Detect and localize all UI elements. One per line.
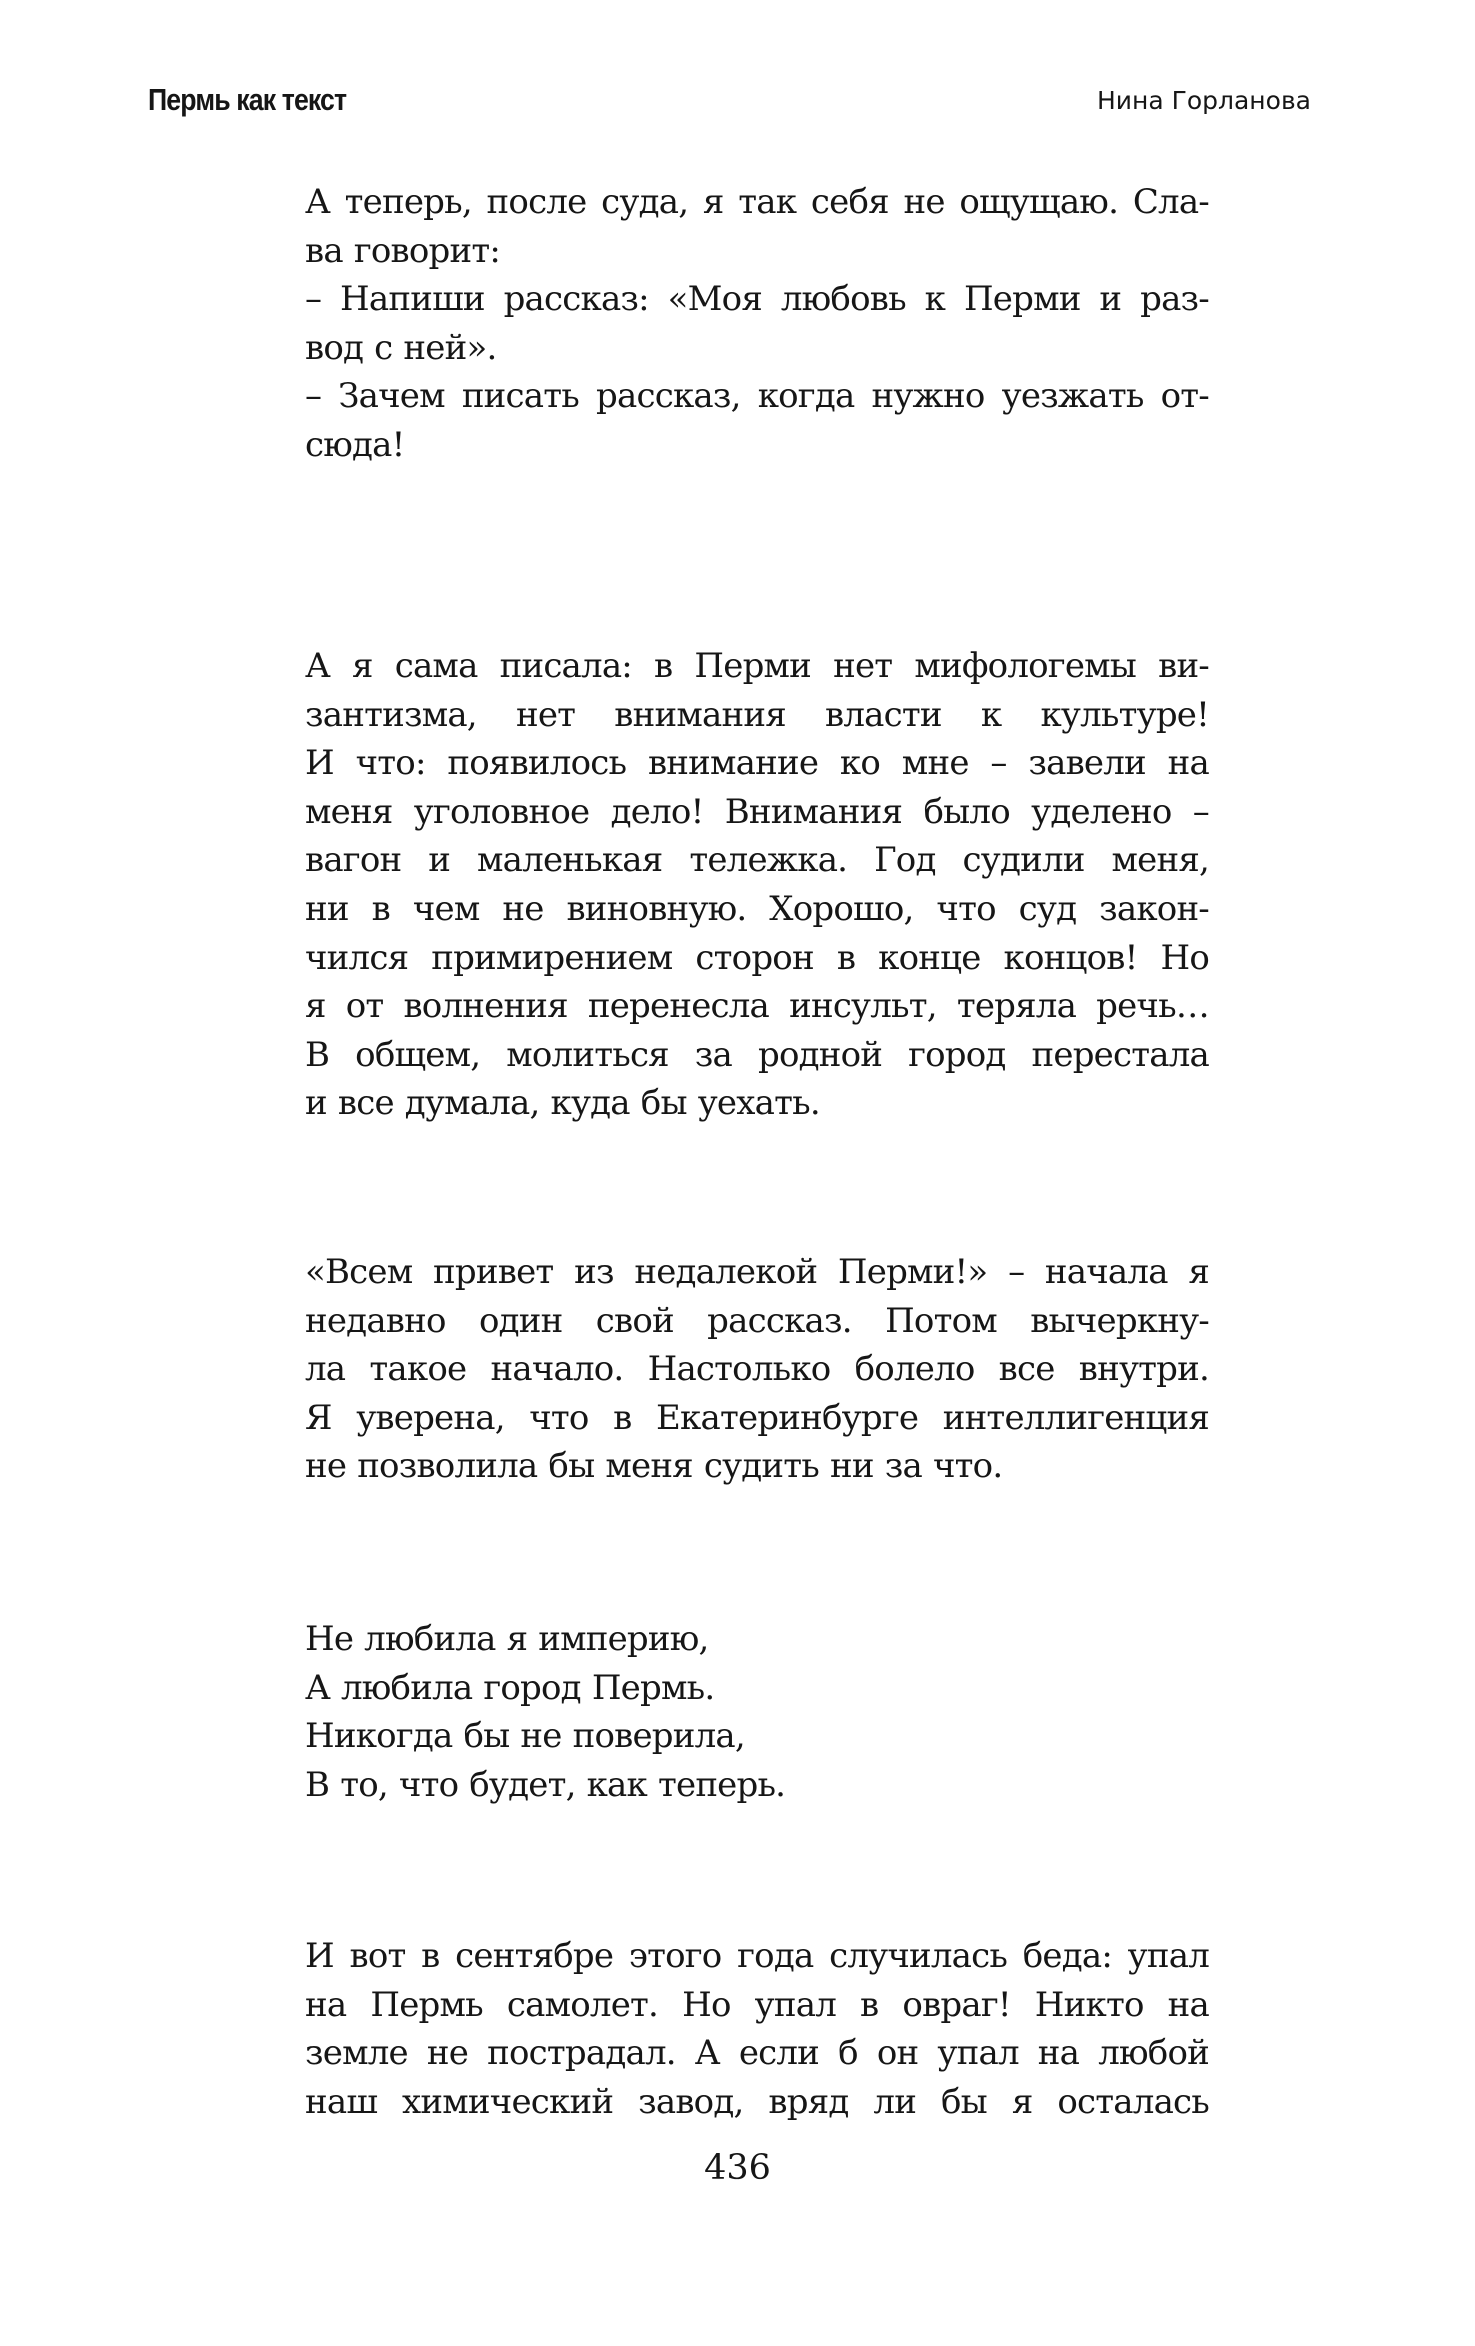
text-line: «Всем привет из недалекой Перми!» – начала я <box>305 1252 1209 1292</box>
poem-stanza <box>305 1615 1209 1809</box>
poem-line: А любила город Пермь. <box>305 1667 715 1708</box>
text-line: – Зачем писать рассказ, когда нужно уезжать от- <box>305 376 1209 417</box>
text-line: недавно один свой рассказ. Потом вычеркну- <box>305 1300 1209 1341</box>
text-line: А я сама писала: в Перми нет мифологемы ви- <box>305 646 1209 686</box>
text-line: И вот в сентябре этого года случилась беда: упал <box>305 1936 1209 1976</box>
text-line: на Пермь самолет. Но упал в овраг! Никто на <box>305 1984 1209 2025</box>
text-line: ва говорит: <box>305 230 501 271</box>
text-line: сюда! <box>305 424 405 465</box>
text-line: не позволила бы меня судить ни за что. <box>305 1446 1003 1487</box>
poem-line: В то, что будет, как теперь. <box>305 1764 786 1805</box>
text-line: – Напиши рассказ: «Моя любовь к Перми и раз- <box>305 279 1209 320</box>
text-line: ни в чем не виновную. Хорошо, что суд закон- <box>305 888 1209 929</box>
text-line: И что: появилось внимание ко мне – завели на <box>305 743 1209 784</box>
text-line: земле не пострадал. А если б он упал на любой <box>305 2033 1209 2074</box>
text-line: наш химический завод, вряд ли бы я осталась <box>305 2081 1209 2122</box>
text-line: чился примирением сторон в конце концов! Но <box>305 937 1209 978</box>
paragraph-5 <box>305 1932 1209 2126</box>
text-line: В общем, молиться за родной город перестала <box>305 1034 1209 1075</box>
text-line: вагон и маленькая тележка. Год судили меня, <box>305 840 1209 881</box>
text-line: А теперь, после суда, я так себя не ощущаю. Сла- <box>305 182 1209 222</box>
running-head-author: Нина Горланова <box>1096 86 1311 115</box>
poem-line: Никогда бы не поверила, <box>305 1716 745 1757</box>
text-line: Я уверена, что в Екатеринбурге интеллигенция <box>305 1397 1209 1438</box>
text-line: вод с ней». <box>305 327 497 368</box>
paragraph-3 <box>305 1248 1209 1491</box>
running-head-book-title: Пермь как текст <box>148 82 347 117</box>
page-number: 436 <box>704 2148 771 2188</box>
paragraph-1 <box>305 178 1209 470</box>
poem-line: Не любила я империю, <box>305 1619 709 1659</box>
text-line: и все думала, куда бы уехать. <box>305 1083 820 1124</box>
text-line: я от волнения перенесла инсульт, теряла речь… <box>305 986 1209 1027</box>
text-line: меня уголовное дело! Внимания было уделено – <box>305 791 1209 832</box>
text-line: ла такое начало. Настолько болело все внутри. <box>305 1349 1209 1390</box>
text-line: зантизма, нет внимания власти к культуре! <box>305 694 1209 735</box>
paragraph-2 <box>305 642 1209 1128</box>
